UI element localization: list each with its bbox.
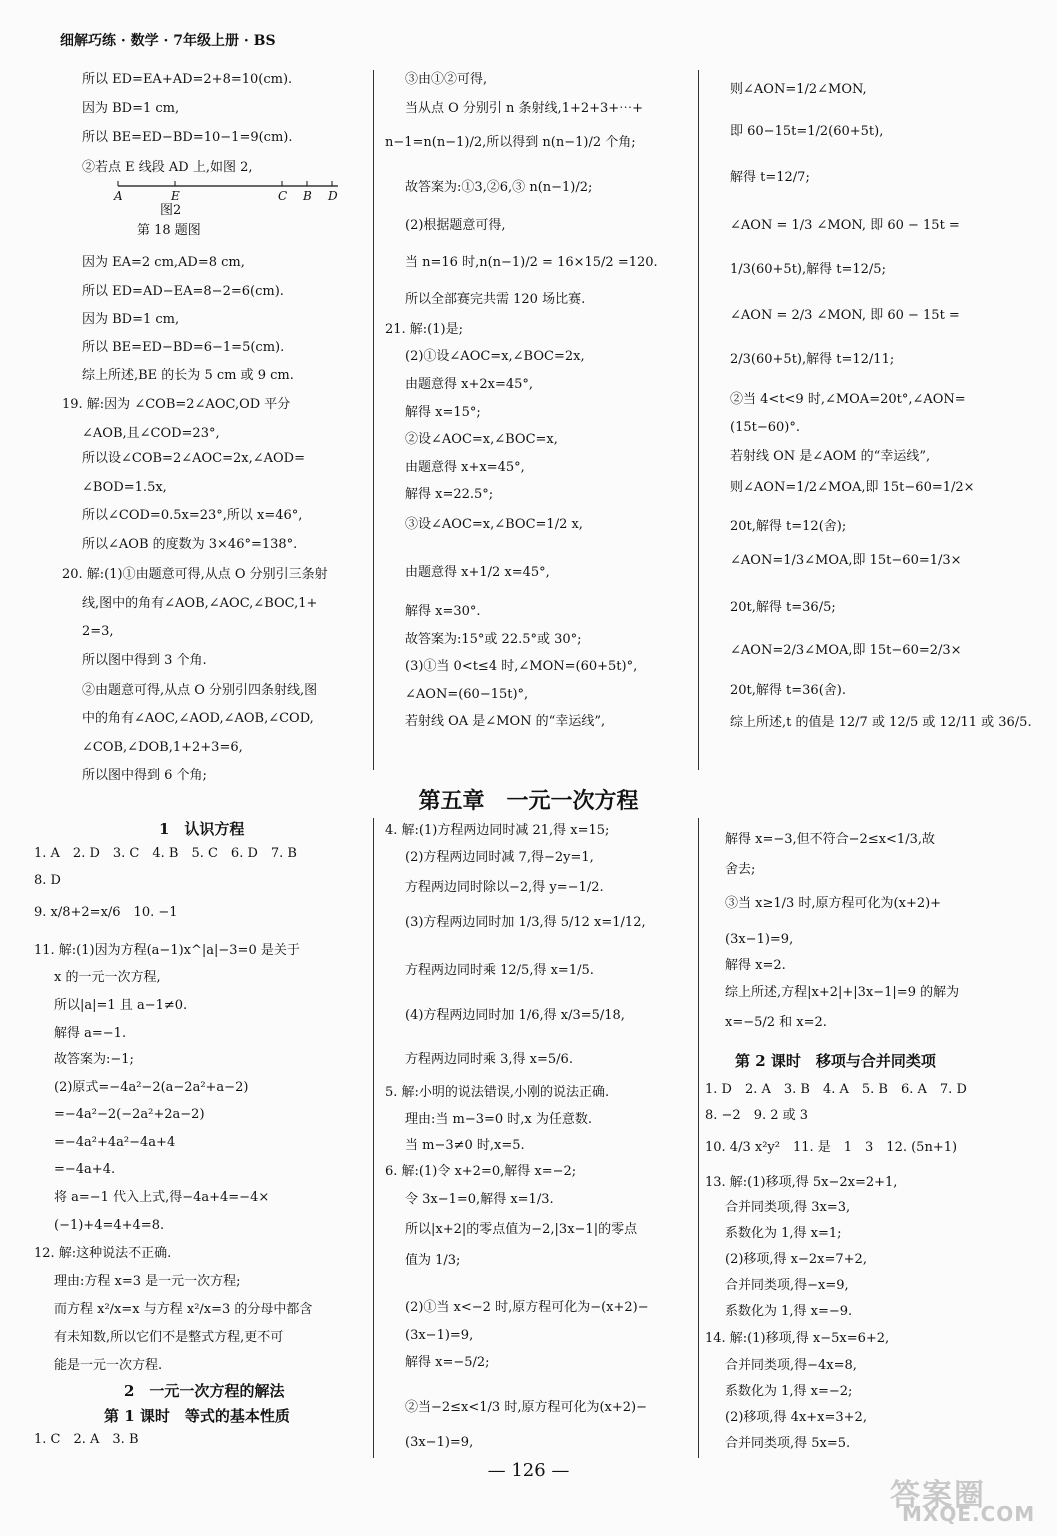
- text-line: 所以全部赛完共需 120 场比赛.: [405, 292, 586, 307]
- text-line: 综上所述,方程|x+2|+|3x−1|=9 的解为: [725, 985, 960, 1000]
- text-line: =−4a+4.: [54, 1162, 116, 1177]
- text-line: 若射线 ON 是∠AOM 的“幸运线”,: [730, 449, 931, 464]
- text-line: (3x−1)=9,: [725, 932, 794, 947]
- text-line: 解得 x=−3,但不符合−2≤x<1/3,故: [725, 832, 935, 847]
- text-line: 方程两边同时乘 12/5,得 x=1/5.: [405, 963, 594, 978]
- text-line: 合并同类项,得 3x=3,: [725, 1200, 851, 1215]
- running-header: 细解巧练 · 数学 · 7年级上册 · BS: [60, 33, 276, 49]
- text-line: 令 3x−1=0,解得 x=1/3.: [405, 1192, 554, 1207]
- text-line: 有未知数,所以它们不是整式方程,更不可: [54, 1330, 284, 1345]
- text-line: ∠BOD=1.5x,: [82, 480, 167, 495]
- text-line: 故答案为:−1;: [54, 1052, 134, 1067]
- text-line: 解得 x=22.5°;: [405, 487, 494, 502]
- text-line: 20t,解得 t=36(舍).: [730, 683, 846, 698]
- text-line: 20. 解:(1)①由题意可得,从点 O 分别引三条射: [62, 567, 328, 582]
- text-line: =−4a²+4a²−4a+4: [54, 1135, 176, 1150]
- watermark: [880, 1470, 1036, 1526]
- text-line: 所以 BE=ED−BD=6−1=5(cm).: [82, 340, 285, 355]
- text-line: 1. D 2. A 3. B 4. A 5. B 6. A 7. D: [705, 1082, 967, 1097]
- text-line: (2)根据题意可得,: [405, 218, 506, 233]
- text-line: (2)原式=−4a²−2(a−2a²+a−2): [54, 1080, 249, 1095]
- text-line: 11. 解:(1)因为方程(a−1)x^|a|−3=0 是关于: [34, 943, 300, 958]
- text-line: ∠AON = 1/3 ∠MON, 即 60 − 15t =: [730, 218, 960, 233]
- text-line: 所以图中得到 6 个角;: [82, 768, 207, 783]
- text-line: 因为 EA=2 cm,AD=8 cm,: [82, 255, 245, 270]
- text-line: x=−5/2 和 x=2.: [725, 1015, 827, 1030]
- text-line: 所以∠COD=0.5x=23°,所以 x=46°,: [82, 508, 303, 523]
- text-line: 2=3,: [82, 624, 114, 639]
- text-line: 解得 x=−5/2;: [405, 1355, 490, 1370]
- figure-point-label: D: [328, 189, 338, 203]
- text-line: (3x−1)=9,: [405, 1435, 474, 1450]
- text-line: 所以∠AOB 的度数为 3×46°=138°.: [82, 537, 298, 552]
- text-line: 1/3(60+5t),解得 t=12/5;: [730, 262, 886, 277]
- text-line: 19. 解:因为 ∠COB=2∠AOC,OD 平分: [62, 397, 291, 412]
- text-line: 14. 解:(1)移项,得 x−5x=6+2,: [705, 1331, 890, 1346]
- text-line: ③由①②可得,: [405, 72, 488, 87]
- text-line: 所以图中得到 3 个角.: [82, 653, 207, 668]
- figure-point-label: A: [114, 189, 123, 203]
- text-line: 21. 解:(1)是;: [385, 322, 463, 337]
- text-line: 线,图中的角有∠AOB,∠AOC,∠BOC,1+: [82, 596, 318, 611]
- text-line: 舍去;: [725, 862, 756, 877]
- text-line: 2/3(60+5t),解得 t=12/11;: [730, 352, 895, 367]
- text-line: 2 一元一次方程的解法: [124, 1382, 285, 1400]
- text-line: 综上所述,t 的值是 12/7 或 12/5 或 12/11 或 36/5.: [730, 715, 1032, 730]
- column-divider-top-2: [698, 70, 699, 770]
- text-line: 所以 ED=AD−EA=8−2=6(cm).: [82, 284, 284, 299]
- text-line: 合并同类项,得−4x=8,: [725, 1358, 857, 1373]
- text-line: 所以|a|=1 且 a−1≠0.: [54, 998, 188, 1013]
- text-line: 系数化为 1,得 x=−9.: [725, 1304, 853, 1319]
- text-line: 解得 x=15°;: [405, 405, 481, 420]
- figure-2-number-line: [110, 178, 350, 204]
- text-line: 20t,解得 t=12(舍);: [730, 519, 847, 534]
- text-line: 当 n=16 时,n(n−1)/2 = 16×15/2 =120.: [405, 255, 658, 270]
- text-line: (2)①当 x<−2 时,原方程可化为−(x+2)−: [405, 1300, 649, 1315]
- text-line: 由题意得 x+1/2 x=45°,: [405, 565, 550, 580]
- text-line: 所以设∠COB=2∠AOC=2x,∠AOD=: [82, 451, 305, 466]
- text-line: 理由:当 m−3=0 时,x 为任意数.: [405, 1112, 593, 1127]
- text-line: 由题意得 x+2x=45°,: [405, 377, 534, 392]
- text-line: 因为 BD=1 cm,: [82, 312, 180, 327]
- text-line: (3)①当 0<t≤4 时,∠MON=(60+5t)°,: [405, 659, 638, 674]
- text-line: (−1)+4=4+4=8.: [54, 1218, 165, 1233]
- text-line: =−4a²−2(−2a²+2a−2): [54, 1107, 205, 1122]
- text-line: 方程两边同时除以−2,得 y=−1/2.: [405, 880, 604, 895]
- text-line: 20t,解得 t=36/5;: [730, 600, 836, 615]
- text-line: ③设∠AOC=x,∠BOC=1/2 x,: [405, 517, 583, 532]
- text-line: 中的角有∠AOC,∠AOD,∠AOB,∠COD,: [82, 711, 314, 726]
- text-line: 能是一元一次方程.: [54, 1358, 163, 1373]
- text-line: x 的一元一次方程,: [54, 970, 161, 985]
- figure-point-label: B: [303, 189, 312, 203]
- text-line: 若射线 OA 是∠MON 的“幸运线”,: [405, 714, 606, 729]
- text-line: 4. 解:(1)方程两边同时减 21,得 x=15;: [385, 823, 610, 838]
- text-line: 10. 4/3 x²y² 11. 是 1 3 12. (5n+1): [705, 1140, 958, 1155]
- text-line: (4)方程两边同时加 1/6,得 x/3=5/18,: [405, 1008, 625, 1023]
- text-line: 8. D: [34, 873, 61, 888]
- text-line: 9. x/8+2=x/6 10. −1: [34, 905, 178, 920]
- text-line: ③当 x≥1/3 时,原方程可化为(x+2)+: [725, 896, 942, 911]
- text-line: ∠AON = 2/3 ∠MON, 即 60 − 15t =: [730, 308, 960, 323]
- text-line: 12. 解:这种说法不正确.: [34, 1246, 172, 1261]
- text-line: 所以 ED=EA+AD=2+8=10(cm).: [82, 72, 293, 87]
- text-line: 系数化为 1,得 x=1;: [725, 1226, 842, 1241]
- text-line: 解得 x=30°.: [405, 604, 481, 619]
- text-line: 合并同类项,得−x=9,: [725, 1278, 849, 1293]
- text-line: 5. 解:小明的说法错误,小刚的说法正确.: [385, 1085, 610, 1100]
- column-divider-bottom-1: [373, 818, 374, 1458]
- text-line: 第 2 课时 移项与合并同类项: [735, 1052, 936, 1070]
- text-line: ②由题意可得,从点 O 分别引四条射线,图: [82, 683, 318, 698]
- text-line: 1. A 2. D 3. C 4. B 5. C 6. D 7. B: [34, 846, 297, 861]
- text-line: ②设∠AOC=x,∠BOC=x,: [405, 432, 558, 447]
- text-line: 13. 解:(1)移项,得 5x−2x=2+1,: [705, 1175, 898, 1190]
- text-line: 由题意得 x+x=45°,: [405, 460, 525, 475]
- text-line: 故答案为:15°或 22.5°或 30°;: [405, 632, 582, 647]
- text-line: 1 认识方程: [159, 820, 245, 838]
- page-number: — 126 —: [487, 1460, 570, 1481]
- text-line: ②若点 E 线段 AD 上,如图 2,: [82, 160, 253, 175]
- text-line: (15t−60)°.: [730, 420, 800, 435]
- text-line: 值为 1/3;: [405, 1253, 461, 1268]
- text-line: 所以|x+2|的零点值为−2,|3x−1|的零点: [405, 1222, 638, 1237]
- text-line: 综上所述,BE 的长为 5 cm 或 9 cm.: [82, 368, 294, 383]
- text-line: 当从点 O 分别引 n 条射线,1+2+3+⋯+: [405, 101, 644, 116]
- text-line: 则∠AON=1/2∠MON,: [730, 82, 867, 97]
- text-line: ∠AON=1/3∠MOA,即 15t−60=1/3×: [730, 553, 962, 568]
- column-divider-bottom-2: [698, 818, 699, 1458]
- text-line: 故答案为:①3,②6,③ n(n−1)/2;: [405, 180, 593, 195]
- text-line: 系数化为 1,得 x=−2;: [725, 1384, 853, 1399]
- figure-point-label: C: [278, 189, 288, 203]
- text-line: 所以 BE=ED−BD=10−1=9(cm).: [82, 130, 293, 145]
- text-line: ∠AON=2/3∠MOA,即 15t−60=2/3×: [730, 643, 962, 658]
- watermark-line-2: MXQE.COM: [902, 1502, 1036, 1526]
- column-divider-top-1: [373, 70, 374, 770]
- text-line: 方程两边同时乘 3,得 x=5/6.: [405, 1052, 573, 1067]
- text-line: 而方程 x²/x=x 与方程 x²/x=3 的分母中都含: [54, 1302, 313, 1317]
- text-line: 因为 BD=1 cm,: [82, 101, 180, 116]
- text-line: (3x−1)=9,: [405, 1328, 474, 1343]
- text-line: (2)移项,得 4x+x=3+2,: [725, 1410, 867, 1425]
- text-line: (2)移项,得 x−2x=7+2,: [725, 1252, 867, 1267]
- text-line: 解得 a=−1.: [54, 1026, 127, 1041]
- chapter-title: 第五章 一元一次方程: [418, 788, 639, 814]
- text-line: 合并同类项,得 5x=5.: [725, 1436, 851, 1451]
- text-line: 第 18 题图: [137, 223, 201, 238]
- text-line: 8. −2 9. 2 或 3: [705, 1108, 809, 1123]
- text-line: 6. 解:(1)令 x+2=0,解得 x=−2;: [385, 1164, 577, 1179]
- text-line: n−1=n(n−1)/2,所以得到 n(n−1)/2 个角;: [385, 135, 636, 150]
- text-line: 1. C 2. A 3. B: [34, 1432, 139, 1447]
- text-line: ②当 4<t<9 时,∠MOA=20t°,∠AON=: [730, 392, 966, 407]
- text-line: ∠COB,∠DOB,1+2+3=6,: [82, 740, 243, 755]
- text-line: 则∠AON=1/2∠MOA,即 15t−60=1/2×: [730, 480, 975, 495]
- text-line: (3)方程两边同时加 1/3,得 5/12 x=1/12,: [405, 915, 646, 930]
- text-line: 图2: [160, 203, 182, 218]
- text-line: (2)①设∠AOC=x,∠BOC=2x,: [405, 349, 585, 364]
- text-line: 理由:方程 x=3 是一元一次方程;: [54, 1274, 241, 1289]
- text-line: 将 a=−1 代入上式,得−4a+4=−4×: [54, 1190, 270, 1205]
- text-line: 当 m−3≠0 时,x=5.: [405, 1138, 525, 1153]
- text-line: ∠AON=(60−15t)°,: [405, 687, 529, 702]
- text-line: 第 1 课时 等式的基本性质: [104, 1407, 290, 1425]
- text-line: (2)方程两边同时减 7,得−2y=1,: [405, 850, 594, 865]
- text-line: 解得 x=2.: [725, 958, 786, 973]
- text-line: 即 60−15t=1/2(60+5t),: [730, 124, 884, 139]
- figure-point-label: E: [171, 189, 180, 203]
- watermark-line-1: 答案圈: [890, 1478, 986, 1513]
- text-line: ∠AOB,且∠COD=23°,: [82, 426, 220, 441]
- text-line: ②当−2≤x<1/3 时,原方程可化为(x+2)−: [405, 1400, 647, 1415]
- text-line: 解得 t=12/7;: [730, 170, 810, 185]
